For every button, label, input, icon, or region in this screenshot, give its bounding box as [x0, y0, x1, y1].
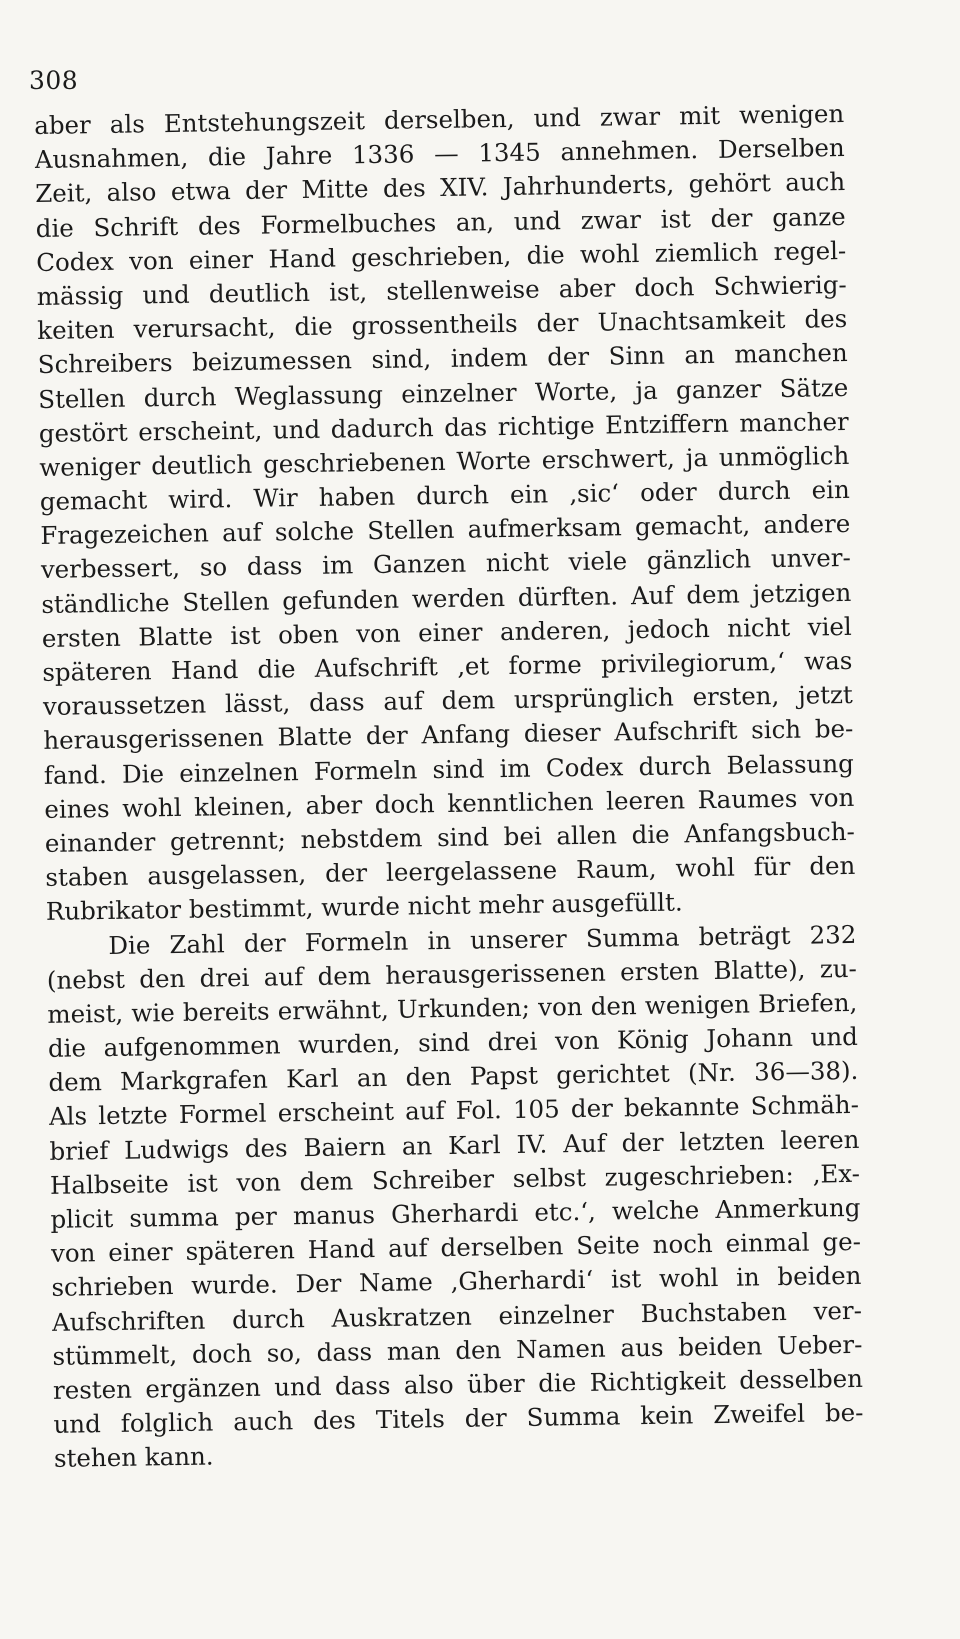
text-line: (nebst den drei auf dem herausgerissenen ersten Blatte), zu- — [46, 953, 858, 995]
text-line: mässig und deutlich ist, stellenweise aber doch Schwierig- — [36, 269, 847, 311]
text-line: herausgerissenen Blatte der Anfang dieser Aufschrift sich be- — [43, 714, 854, 756]
text-line: gestört erscheint, und dadurch das richtige Entziffern mancher — [38, 406, 849, 448]
text-line: Rubrikator bestimmt, wurde nicht mehr ausgefüllt. — [45, 887, 683, 927]
text-line: weniger deutlich geschriebenen Worte erschwert, ja unmöglich — [39, 440, 850, 482]
text-line: keiten verursacht, die grossentheils der Unachtsamkeit des — [37, 304, 848, 346]
text-line: Codex von einer Hand geschrieben, die wohl ziemlich regel- — [36, 235, 847, 277]
text-line: schrieben wurde. Der Name ‚Gherhardi‘ ist wohl in beiden — [51, 1261, 862, 1303]
body-text — [34, 97, 864, 1476]
page-number: 308 — [29, 66, 79, 95]
text-line: verbessert, so dass im Ganzen nicht viele gänzlich unver- — [40, 543, 851, 585]
text-line: dem Markgrafen Karl an den Papst gerichtet (Nr. 36—38). — [48, 1056, 859, 1098]
text-line: ersten Blatte ist oben von einer anderen, jedoch nicht viel — [41, 611, 852, 653]
text-line: eines wohl kleinen, aber doch kenntlichen leeren Raumes von — [44, 782, 855, 824]
text-line: ständliche Stellen gefunden werden dürften. Auf dem jetzigen — [41, 577, 852, 619]
text-line: Als letzte Formel erscheint auf Fol. 105 der bekannte Schmäh- — [48, 1090, 860, 1132]
text-line: meist, wie bereits erwähnt, Urkunden; von den wenigen Briefen, — [47, 987, 858, 1029]
text-line: Ausnahmen, die Jahre 1336 — 1345 annehmen. Derselben — [34, 133, 845, 175]
text-line: Fragezeichen auf solche Stellen aufmerksam gemacht, andere — [40, 509, 851, 551]
text-line: Zeit, also etwa der Mitte des XIV. Jahrhunderts, gehört auch — [35, 167, 846, 209]
text-line: staben ausgelassen, der leergelassene Raum, wohl für den — [45, 851, 856, 893]
text-line: Aufschriften durch Auskratzen einzelner Buchstaben ver- — [51, 1295, 863, 1337]
text-line: aber als Entstehungszeit derselben, und zwar mit wenigen — [34, 98, 845, 140]
text-line: Stellen durch Weglassung einzelner Worte, ja ganzer Sätze — [38, 372, 849, 414]
text-line: die Schrift des Formelbuches an, und zwar ist der ganze — [35, 201, 846, 243]
text-line: fand. Die einzelnen Formeln sind im Codex durch Belassung — [43, 748, 855, 790]
text-line: stümmelt, doch so, dass man den Namen aus beiden Ueber- — [52, 1329, 863, 1371]
text-line: von einer späteren Hand auf derselben Seite noch einmal ge- — [50, 1227, 862, 1269]
text-line: resten ergänzen und dass also über die Richtigkeit desselben — [52, 1363, 864, 1405]
text-line: voraussetzen lässt, dass auf dem ursprünglich ersten, jetzt — [42, 680, 853, 722]
text-line: die aufgenommen wurden, sind drei von König Johann und — [47, 1021, 859, 1063]
text-line: Die Zahl der Formeln in unserer Summa beträgt 232 — [108, 919, 857, 960]
text-line: Schreibers beizumessen sind, indem der Sinn an manchen — [37, 338, 848, 380]
text-line: brief Ludwigs des Baiern an Karl IV. Auf der letzten leeren — [49, 1124, 860, 1166]
text-line: und folglich auch des Titels der Summa kein Zweifel be- — [53, 1397, 864, 1439]
text-line: späteren Hand die Aufschrift ‚et forme privilegiorum,‘ was — [42, 645, 853, 687]
text-line: einander getrennt; nebstdem sind bei allen die Anfangsbuch- — [44, 816, 856, 858]
text-line: Halbseite ist von dem Schreiber selbst zugeschrieben: ‚Ex- — [49, 1158, 861, 1200]
text-line: plicit summa per manus Gherhardi etc.‘, welche Anmerkung — [50, 1192, 861, 1234]
text-line: stehen kann. — [53, 1441, 214, 1474]
text-line: gemacht wird. Wir haben durch ein ‚sic‘ oder durch ein — [39, 475, 850, 517]
